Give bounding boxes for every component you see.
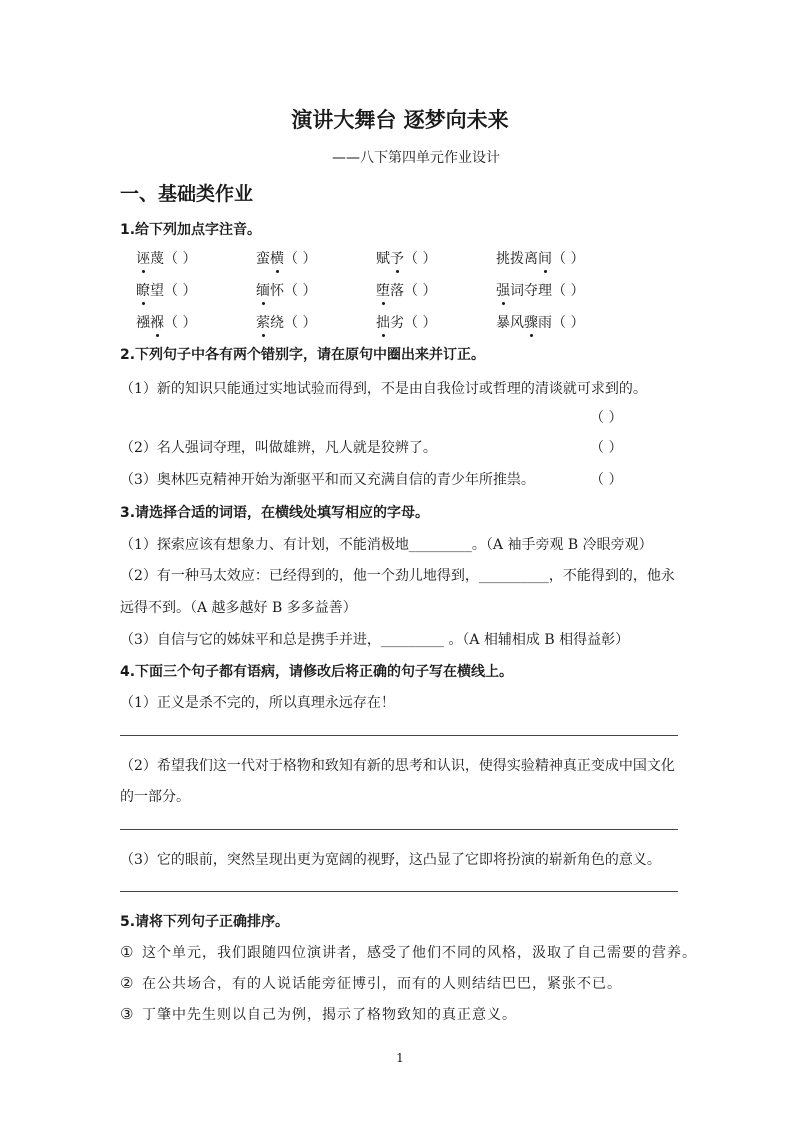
pinyin-blank[interactable]: （ ） bbox=[404, 251, 437, 267]
q5-number: ③ bbox=[120, 1005, 134, 1023]
pinyin-blank[interactable]: （ ） bbox=[552, 315, 585, 331]
q5-sentence-1 bbox=[120, 942, 697, 962]
page-title: 演讲大舞台 逐梦向未来 bbox=[291, 108, 509, 132]
pinyin-item bbox=[136, 248, 196, 268]
page-subtitle: ——八下第四单元作业设计 bbox=[332, 150, 500, 166]
q1-heading: 1.给下列加点字注音。 bbox=[120, 222, 262, 238]
q2-item-3: （3）奥林匹克精神开始为渐驱平和而又充满自信的青少年所推祟。 bbox=[120, 472, 535, 488]
pinyin-item bbox=[376, 280, 436, 300]
q5-number: ② bbox=[120, 974, 134, 992]
q2-answer-paren-1: （ ） bbox=[590, 410, 623, 426]
q2-answer-paren-3: （ ） bbox=[590, 472, 623, 488]
pinyin-word: 堕落 bbox=[376, 283, 404, 299]
q4-item-2-cont: 的一部分。 bbox=[120, 789, 190, 805]
q2-heading: 2.下列句子中各有两个错别字，请在原句中圈出来并订正。 bbox=[120, 347, 486, 363]
pinyin-word: 萦绕 bbox=[256, 315, 284, 331]
pinyin-word: 诬蔑 bbox=[136, 251, 164, 267]
pinyin-item bbox=[256, 312, 316, 332]
pinyin-word: 暴风骤雨 bbox=[496, 315, 552, 331]
pinyin-blank[interactable]: （ ） bbox=[284, 283, 317, 299]
pinyin-item bbox=[376, 248, 436, 268]
q5-sentence-3 bbox=[120, 1004, 517, 1024]
pinyin-blank[interactable]: （ ） bbox=[164, 283, 197, 299]
q4-item-2: （2）希望我们这一代对于格物和致知有新的思考和认识，使得实验精神真正变成中国文化 bbox=[120, 758, 675, 774]
pinyin-word: 襁褓 bbox=[136, 315, 164, 331]
pinyin-item bbox=[496, 248, 584, 268]
answer-line-1[interactable] bbox=[120, 735, 678, 736]
pinyin-word: 瞭望 bbox=[136, 283, 164, 299]
pinyin-blank[interactable]: （ ） bbox=[404, 283, 437, 299]
q5-text: 这个单元，我们跟随四位演讲者，感受了他们不同的风格，汲取了自己需要的营养。 bbox=[142, 945, 697, 961]
q3-item-2-cont: 远得不到。（A 越多越好 B 多多益善） bbox=[120, 600, 357, 616]
q4-item-1: （1）正义是杀不完的，所以真理永远存在！ bbox=[120, 695, 395, 711]
pinyin-word: 强词夺理 bbox=[496, 283, 552, 299]
q5-text: 丁肇中先生则以自己为例，揭示了格物致知的真正意义。 bbox=[142, 1007, 517, 1023]
pinyin-item bbox=[256, 280, 316, 300]
answer-line-3[interactable] bbox=[120, 891, 678, 892]
pinyin-blank[interactable]: （ ） bbox=[164, 251, 197, 267]
pinyin-blank[interactable]: （ ） bbox=[552, 251, 585, 267]
answer-line-2[interactable] bbox=[120, 829, 678, 830]
pinyin-word: 缅怀 bbox=[256, 283, 284, 299]
pinyin-item bbox=[136, 312, 196, 332]
q3-heading: 3.请选择合适的词语，在横线处填写相应的字母。 bbox=[120, 505, 430, 521]
pinyin-blank[interactable]: （ ） bbox=[284, 251, 317, 267]
q5-number: ① bbox=[120, 943, 134, 961]
q5-sentence-2 bbox=[120, 973, 622, 993]
q2-item-2: （2）名人强词夺理，叫做雄辨，凡人就是狡辨了。 bbox=[120, 440, 437, 456]
pinyin-item bbox=[376, 312, 436, 332]
q2-answer-paren-2: （ ） bbox=[590, 440, 623, 456]
q3-item-3: （3）自信与它的姊妹平和总是携手并进，_________ 。（A 相辅相成 B 相得益彰） bbox=[120, 632, 630, 648]
pinyin-word: 挑拨离间 bbox=[496, 251, 552, 267]
pinyin-blank[interactable]: （ ） bbox=[404, 315, 437, 331]
section-heading: 一、基础类作业 bbox=[120, 183, 254, 205]
pinyin-item bbox=[496, 312, 584, 332]
pinyin-item bbox=[136, 280, 196, 300]
page-number: 1 bbox=[396, 1051, 404, 1065]
pinyin-blank[interactable]: （ ） bbox=[284, 315, 317, 331]
pinyin-word: 赋予 bbox=[376, 251, 404, 267]
q5-heading: 5.请将下列句子正确排序。 bbox=[120, 914, 290, 930]
pinyin-blank[interactable]: （ ） bbox=[164, 315, 197, 331]
q2-item-1: （1）新的知识只能通过实地试验而得到，不是由自我俭讨或哲理的清谈就可求到的。 bbox=[120, 381, 647, 397]
q4-heading: 4.下面三个句子都有语病，请修改后将正确的句子写在横线上。 bbox=[120, 664, 514, 680]
pinyin-item bbox=[256, 248, 316, 268]
q5-text: 在公共场合，有的人说话能旁征博引，而有的人则结结巴巴，紧张不已。 bbox=[142, 976, 622, 992]
q4-item-3: （3）它的眼前，突然呈现出更为宽阔的视野，这凸显了它即将扮演的崭新角色的意义。 bbox=[120, 852, 661, 868]
q3-item-1: （1）探索应该有想象力、有计划，不能消极地_________。（A 袖手旁观 B 冷眼旁观） bbox=[120, 537, 653, 553]
pinyin-word: 拙劣 bbox=[376, 315, 404, 331]
pinyin-item bbox=[496, 280, 584, 300]
pinyin-blank[interactable]: （ ） bbox=[552, 283, 585, 299]
pinyin-word: 蛮横 bbox=[256, 251, 284, 267]
q3-item-2: （2）有一种马太效应：已经得到的，他一个劲儿地得到，__________，不能得到的，他永 bbox=[120, 568, 675, 584]
